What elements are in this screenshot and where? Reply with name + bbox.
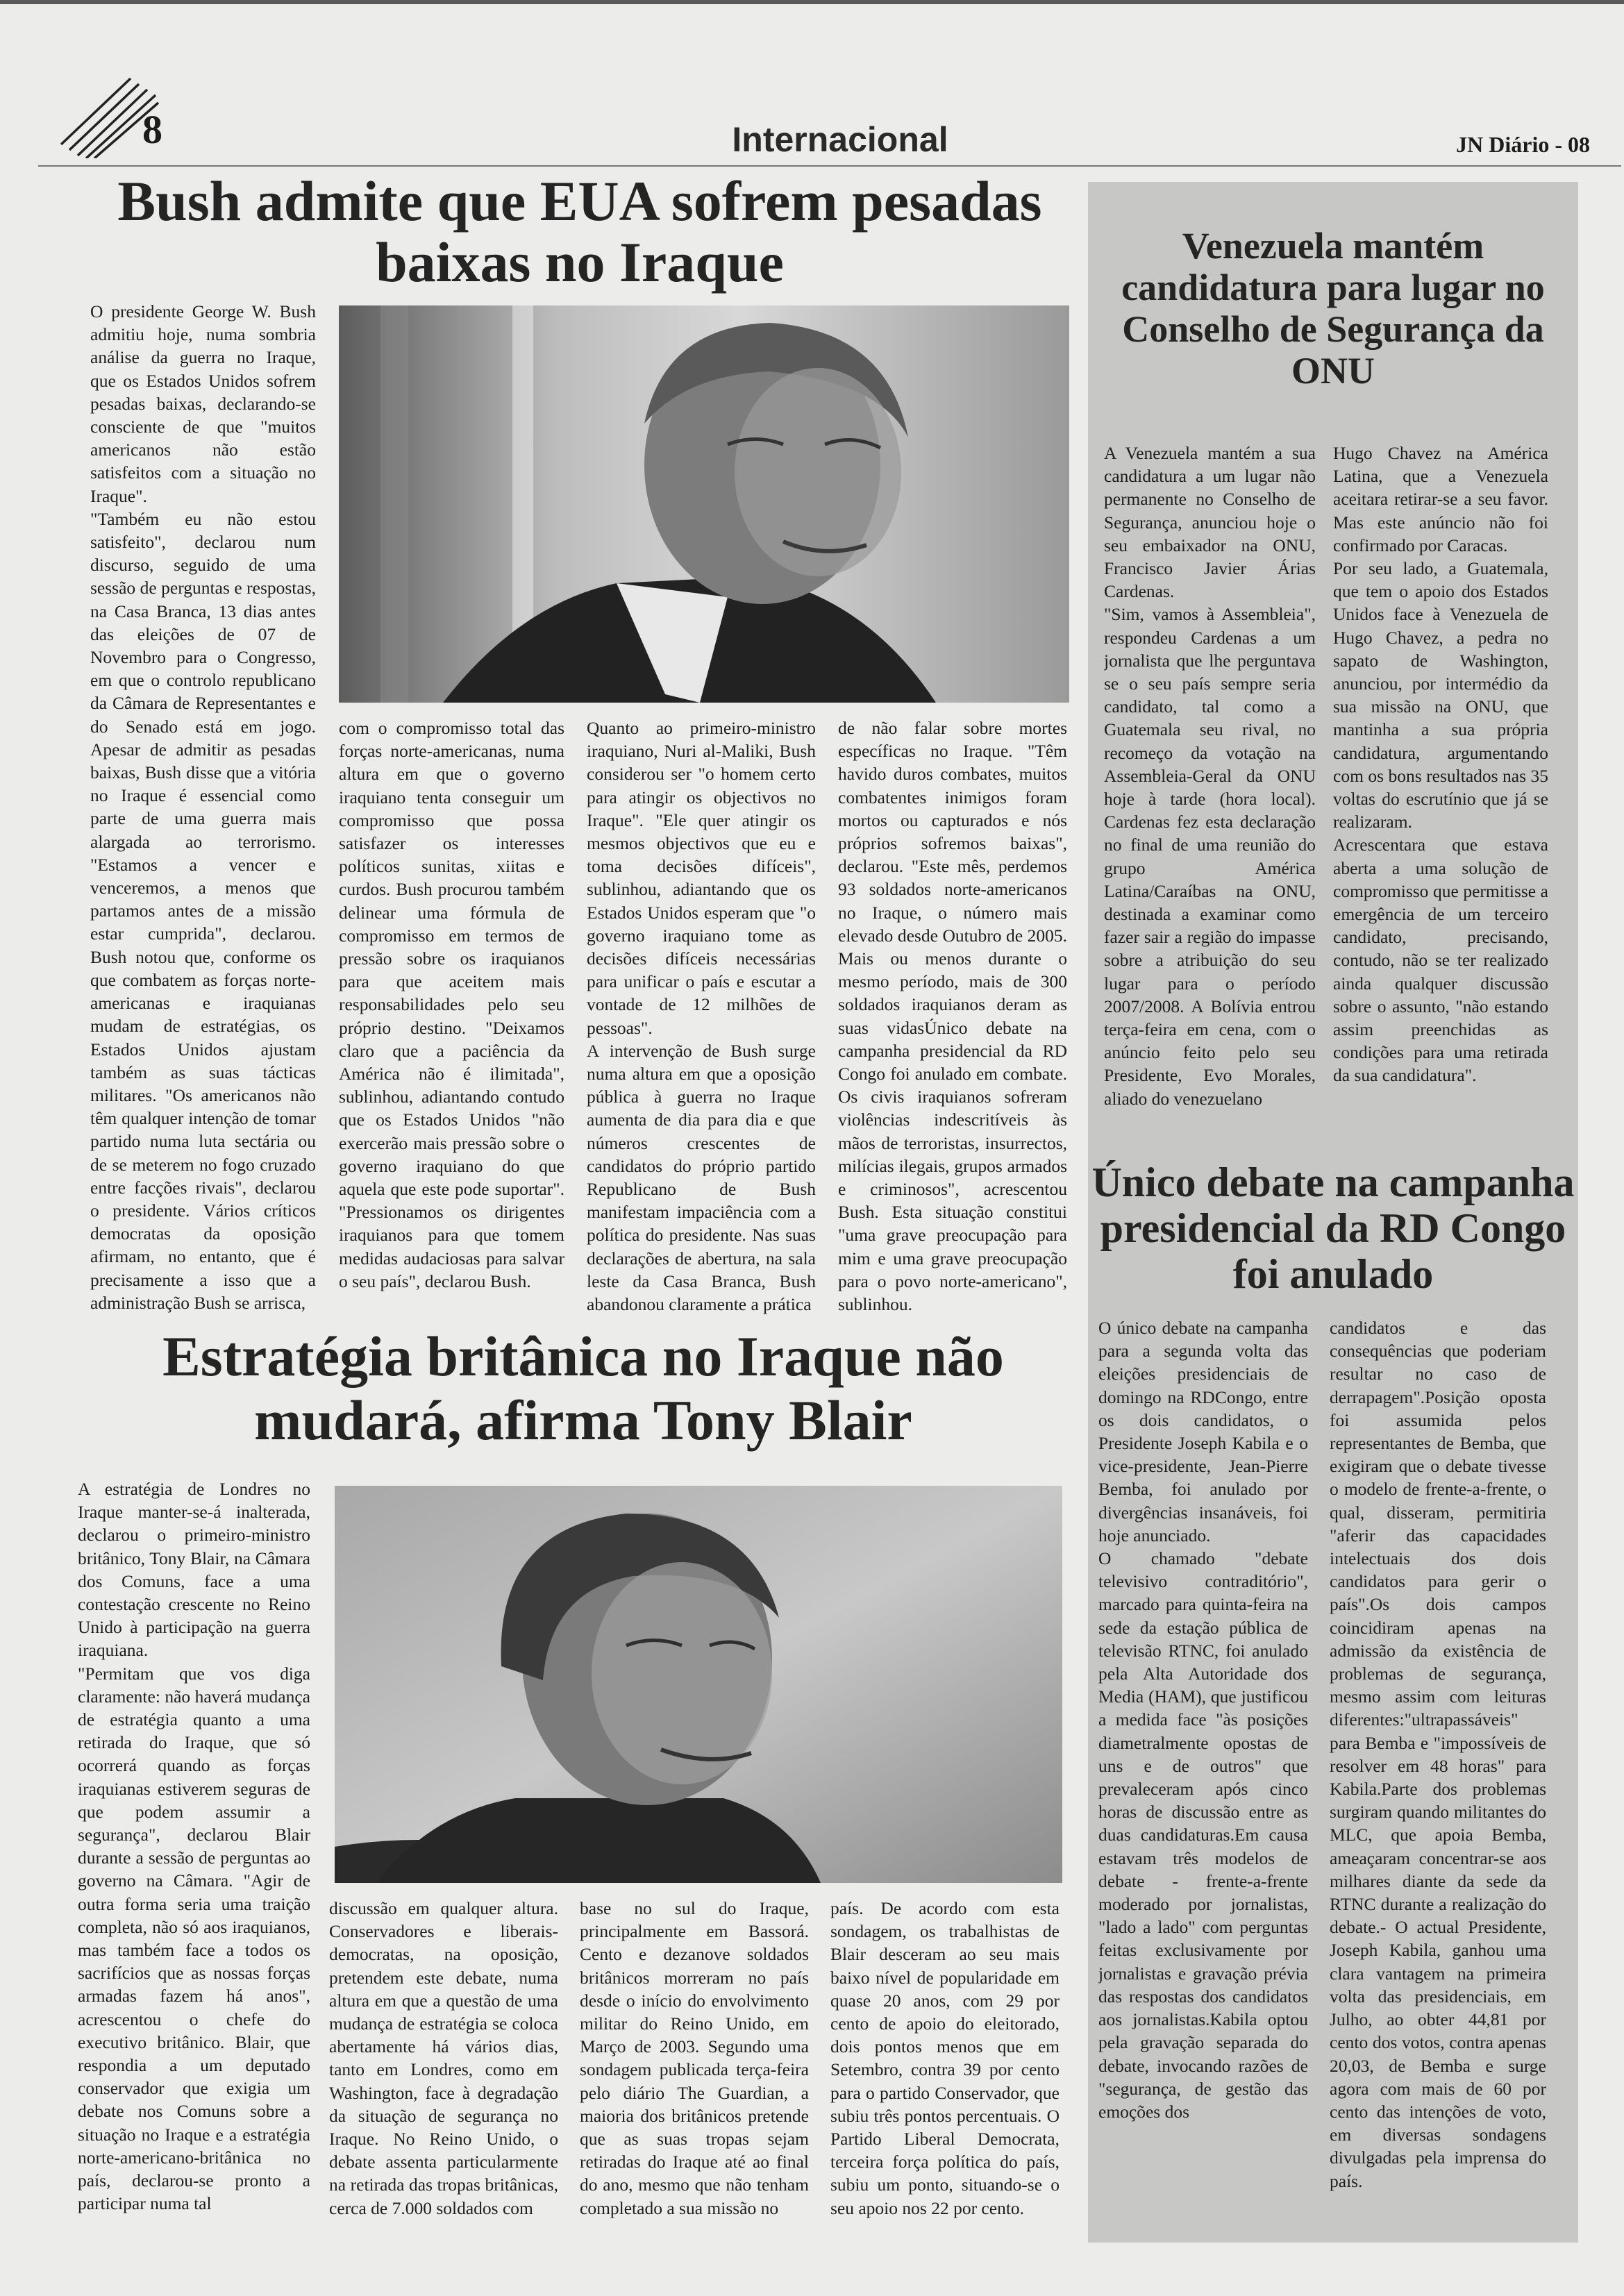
congo-col-1 xyxy=(1098,1316,1308,2219)
page-number: 8 xyxy=(142,107,162,152)
bush-col1-para: O presidente George W. Bush admitiu hoje, numa sombria análise da guerra no Iraque, que os Estados Unidos sofrem pesadas baixas, declarando-se consciente de que "muitos americanos não estão satisfeitos com a situação no Iraque". xyxy=(90,301,316,506)
blair-col1-para: "Permitam que vos diga claramente: não haverá mudança de estratégia quanto a uma retirada do Iraque, que só ocorrerá quando as forças iraquianas estiverem seguras de que podem assumir a segurança", declarou Blair durante a sessão de perguntas ao governo na Câmara. "Agir de outra forma seria uma traição completa, não só aos iraquianos, mas também face a todos os sacrifícios que as nossas forças armadas fazem há anos", acrescentou o chefe do executivo britânico. Blair, que respondia a um deputado conservador que exigia um debate nos Comuns sobre a situação no Iraque e a estratégia norte-americano-britânica no país, declarou-se pronto a participar numa tal xyxy=(78,1663,310,2214)
bush-col-2 xyxy=(339,717,564,1319)
bush-col4-para: de não falar sobre mortes específicas no Iraque. "Têm havido duros combates, muitos combatentes inimigos foram mortos ou capturados e nós próprios sofremos baixas", declarou. "Este mês, perdemos 93 soldados norte-americanos no Iraque, o número mais elevado desde Outubro de 2005. Mais ou menos durante o mesmo período, mais de 300 soldados iraquianos deram as suas vidasÚnico debate na campanha presidencial da RD Congo foi anulado em combate. Os civis iraquianos sofreram violências indescritíveis às mãos de terroristas, insurrectos, milícias ilegais, grupos armados e criminosos", acrescentou Bush. Esta situação constitui "uma grave preocupação para mim e uma grave preocupação para o povo norte-americano", sublinhou. xyxy=(838,718,1067,1315)
bush-col2-para: com o compromisso total das forças norte-americanas, numa altura em que o governo iraquiano tenta conseguir um compromisso que possa satisfazer os interesses políticos sunitas, xiitas e curdos. Bush procurou também delinear uma fórmula de compromisso em termos de pressão sobre os iraquianos para que aceitem mais responsabilidades pelo seu próprio destino. "Deixamos claro que a paciência da América não é ilimitada", sublinhou, adiantando contudo que os Estados Unidos "não exercerão mais pressão sobre o governo iraquiano do que aquela que este pode suportar". "Pressionamos os dirigentes iraquianos para que tomem medidas audaciosas para salvar o seu país", declarou Bush. xyxy=(339,718,564,1291)
photo-blair xyxy=(335,1486,1062,1883)
bush-col3-para: A intervenção de Bush surge numa altura em que a oposição pública à guerra no Iraque aumenta de dia para dia e que números crescentes de candidatos do próprio partido Republicano de Bush manifestam impaciência com a política do presidente. Nas suas declarações de abertura, na sala leste da Casa Branca, Bush abandonou claramente a prática xyxy=(587,1040,816,1315)
bush-col-4 xyxy=(838,717,1067,1319)
blair-col-1 xyxy=(78,1477,310,2249)
blair-col-2 xyxy=(329,1897,558,2249)
congo-col1-para: O único debate na campanha para a segunda volta das eleições presidenciais de domingo na RDCongo, entre os dois candidatos, o Presidente Joseph Kabila e o vice-presidente, Jean-Pierre Bemba, foi anulado por divergências insanáveis, foi hoje anunciado. xyxy=(1098,1318,1308,1545)
bush-col-1 xyxy=(90,300,316,1319)
venezuela-col1-para: A Venezuela mantém a sua candidatura a um lugar não permanente no Conselho de Segurança, anunciou hoje o seu embaixador na ONU, Francisco Javier Árias Cardenas. xyxy=(1104,443,1316,602)
blair-col-4 xyxy=(830,1897,1060,2249)
top-border xyxy=(0,0,1624,4)
headline-bush: Bush admite que EUA sofrem pesadas baixas no Iraque xyxy=(117,169,1042,294)
venezuela-col2-para: Hugo Chavez na América Latina, que a Venezuela aceitara retirar-se a seu favor. Mas este anúncio não foi confirmado por Caracas. xyxy=(1333,443,1548,555)
headline-blair: Estratégia britânica no Iraque não mudará, afirma Tony Blair xyxy=(162,1325,1004,1452)
venezuela-col2-para: Acrescentara que estava aberta a uma solução de compromisso que permitisse a emergência de um terceiro candidato, precisando, contudo, não se ter realizado ainda qualquer discussão sobre o assunto, "não estando assim preenchidas as condições para uma retirada da sua candidatura". xyxy=(1333,835,1548,1086)
venezuela-col2-para: Por seu lado, a Guatemala, que tem o apoio dos Estados Unidos face à Venezuela de Hugo Chavez, a pedra no sapato de Washington, anunciou, por intermédio da sua missão na ONU, que mantinha a sua própria candidatura, argumentando com os bons resultados nas 35 voltas do escrutínio que já se realizaram. xyxy=(1333,558,1548,832)
bush-col3-para: Quanto ao primeiro-ministro iraquiano, Nuri al-Maliki, Bush considerou ser "o homem certo para atingir os objectivos no Iraque". "Ele quer atingir os mesmos objectivos que eu e toma decisões difíceis", sublinhou, adiantando que os Estados Unidos esperam que "o governo iraquiano tome as decisões difíceis necessárias para unificar o país e escutar a vontade de 12 milhões de pessoas". xyxy=(587,718,816,1038)
venezuela-col-2 xyxy=(1333,442,1548,1122)
blair-col3-para: base no sul do Iraque, principalmente em Bassorá. Cento e dezanove soldados britânicos morreram no país desde o início do envolvimento militar do Reino Unido, em Março de 2003. Segundo uma sondagem publicada terça-feira pelo diário The Guardian, a maioria dos britânicos pretende que as suas tropas sejam retiradas do Iraque até ao final do ano, mesmo que não tenham completado a sua missão no xyxy=(580,1898,809,2218)
congo-col2-para: candidatos e das consequências que poderiam resultar no caso de derrapagem".Posição oposta foi assumida pelos representantes de Bemba, que exigiram que o debate tivesse o modelo de frente-a-frente, o qual, disseram, permitiria "aferir das capacidades intelectuais dos dois candidatos para gerir o país".Os dois campos coincidiram apenas na admissão da existência de problemas de segurança, mesmo assim com leituras diferentes:"ultrapassáveis" para Bemba e "impossíveis de resolver em 48 horas" para Kabila.Parte dos problemas surgiram quando militantes do MLC, que apoia Bemba, ameaçaram concentrar-se aos milhares diante da sede da RTNC durante a realização do debate.- O actual Presidente, Joseph Kabila, ganhou uma clara vantagem na primeira volta das presidenciais, em Julho, ao obter 44,81 por cento dos votos, contra apenas 20,03, de Bemba e surge agora com mais de 60 por cento das intenções de voto, em diversas sondagens divulgadas pela imprensa do país. xyxy=(1330,1318,1546,2191)
folio: JN Diário - 08 xyxy=(1456,132,1590,157)
photo-bush xyxy=(339,305,1069,703)
headline-congo: Único debate na campanha presidencial da RD Congo foi anulado xyxy=(1091,1159,1575,1297)
blair-col2-para: discussão em qualquer altura. Conservadores e liberais-democratas, na oposição, pretendem este debate, numa altura em que a questão de uma mudança de estratégia se coloca abertamente há vários dias, tanto em Londres, como em Washington, face à degradação da situação de segurança no Iraque. No Reino Unido, o debate assenta particularmente na retirada das tropas britânicas, cerca de 7.000 soldados com xyxy=(329,1898,558,2218)
blair-col1-para: A estratégia de Londres no Iraque manter-se-á inalterada, declarou o primeiro-ministro britânico, Tony Blair, na Câmara dos Comuns, face a uma contestação crescente no Reino Unido à participação na guerra iraquiana. xyxy=(78,1479,310,1661)
header-rule xyxy=(38,165,1621,167)
venezuela-col1-para: "Sim, vamos à Assembleia", respondeu Cardenas a um jornalista que lhe perguntava se o seu país sempre seria candidato, tal como a Guatemala seu rival, no recomeço da votação na Assembleia-Geral da ONU hoje à tarde (hora local). Cardenas fez esta declaração no final de uma reunião do grupo América Latina/Caraíbas na ONU, destinada a examinar como fazer sair a região do impasse sobre a atribuição do seu lugar para o período 2007/2008. A Bolívia entrou terça-feira em cena, com o anúncio feito pelo seu Presidente, Evo Morales, aliado do venezuelano xyxy=(1104,604,1316,1109)
congo-col1-para: O chamado "debate televisivo contraditório", marcado para quinta-feira na sede da estação pública de televisão RTNC, foi anulado pela Alta Autoridade dos Media (HAM), que justificou a medida face "às posições diametralmente opostas de uns e de outros" que prevaleceram após cinco horas de discussão entre as duas candidaturas.Em causa estavam três modelos de debate - frente-a-frente moderado por jornalistas, "lado a lado" com perguntas feitas exclusivamente por jornalistas e gravação prévia das respostas dos candidatos aos jornalistas.Kabila optou pela gravação separada do debate, invocando razões de "segurança, de gestão das emoções dos xyxy=(1098,1548,1308,2122)
headline-venezuela: Venezuela mantém candidatura para lugar no Conselho de Segurança da ONU xyxy=(1121,225,1545,392)
blair-col-3 xyxy=(580,1897,809,2249)
bush-col1-para: "Também eu não estou satisfeito", declarou num discurso, seguido de uma sessão de perguntas e respostas, na Casa Branca, 13 dias antes das eleições de 07 de Novembro para o Congresso, em que o controlo republicano da Câmara de Representantes e do Senado está em jogo. Apesar de admitir as pesadas baixas, Bush disse que a vitória no Iraque é essencial como parte de uma guerra mais alargada ao terrorismo. "Estamos a vencer e venceremos, a menos que partamos antes de a missão estar cumprida", declarou. Bush notou que, conforme os que combatem as forças norte-americanas e iraquianas mudam de estratégias, os Estados Unidos ajustam também as suas tácticas militares. "Os americanos não têm qualquer intenção de tomar partido numa luta sectária ou de se meterem no fogo cruzado entre facções rivais", declarou o presidente. Vários críticos democratas da oposição afirmam, no entanto, que é precisamente a isso que a administração Bush se arrisca, xyxy=(90,508,316,1313)
blair-col4-para: país. De acordo com esta sondagem, os trabalhistas de Blair desceram ao seu mais baixo nível de popularidade em quase 20 anos, com 29 por cento de apoio do eleitorado, dois pontos menos que em Setembro, contra 39 por cento para o partido Conservador, que subiu três pontos percentuais. O Partido Liberal Democrata, terceira força política do país, subiu um ponto, situando-se o seu apoio nos 22 por cento. xyxy=(830,1898,1060,2218)
bush-col-3 xyxy=(587,717,816,1319)
venezuela-col-1 xyxy=(1104,442,1316,1122)
section-title: Internacional xyxy=(732,120,948,159)
congo-col-2 xyxy=(1330,1316,1546,2219)
